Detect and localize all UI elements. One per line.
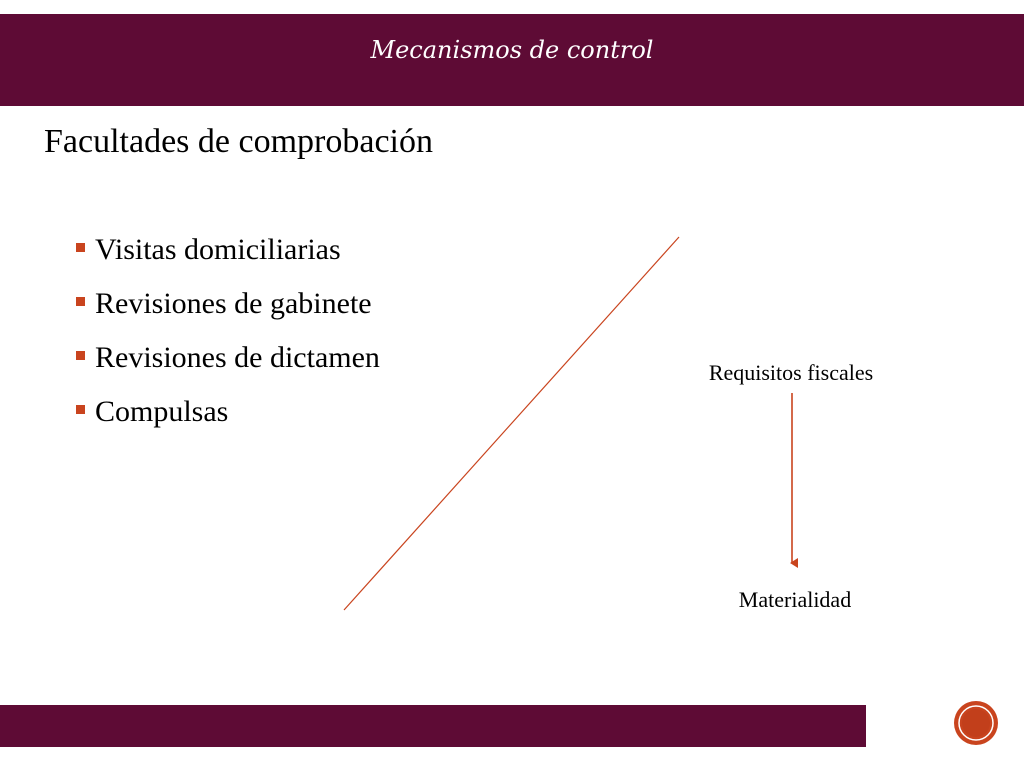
footer-bar xyxy=(0,705,866,747)
bullet-text: Compulsas xyxy=(95,395,229,428)
circle-badge-icon xyxy=(953,700,999,746)
materialidad-label: Materialidad xyxy=(738,587,852,612)
diagonal-divider-line xyxy=(344,237,679,610)
bullet-text: Visitas domiciliarias xyxy=(95,233,341,266)
bullet-text: Revisiones de dictamen xyxy=(95,341,380,374)
bullet-text: Revisiones de gabinete xyxy=(95,287,372,320)
requisitos-fiscales-label: Requisitos fiscales xyxy=(708,360,874,385)
main-heading: Facultades de comprobación xyxy=(44,123,433,160)
slide-title: Mecanismos de control xyxy=(370,36,654,64)
